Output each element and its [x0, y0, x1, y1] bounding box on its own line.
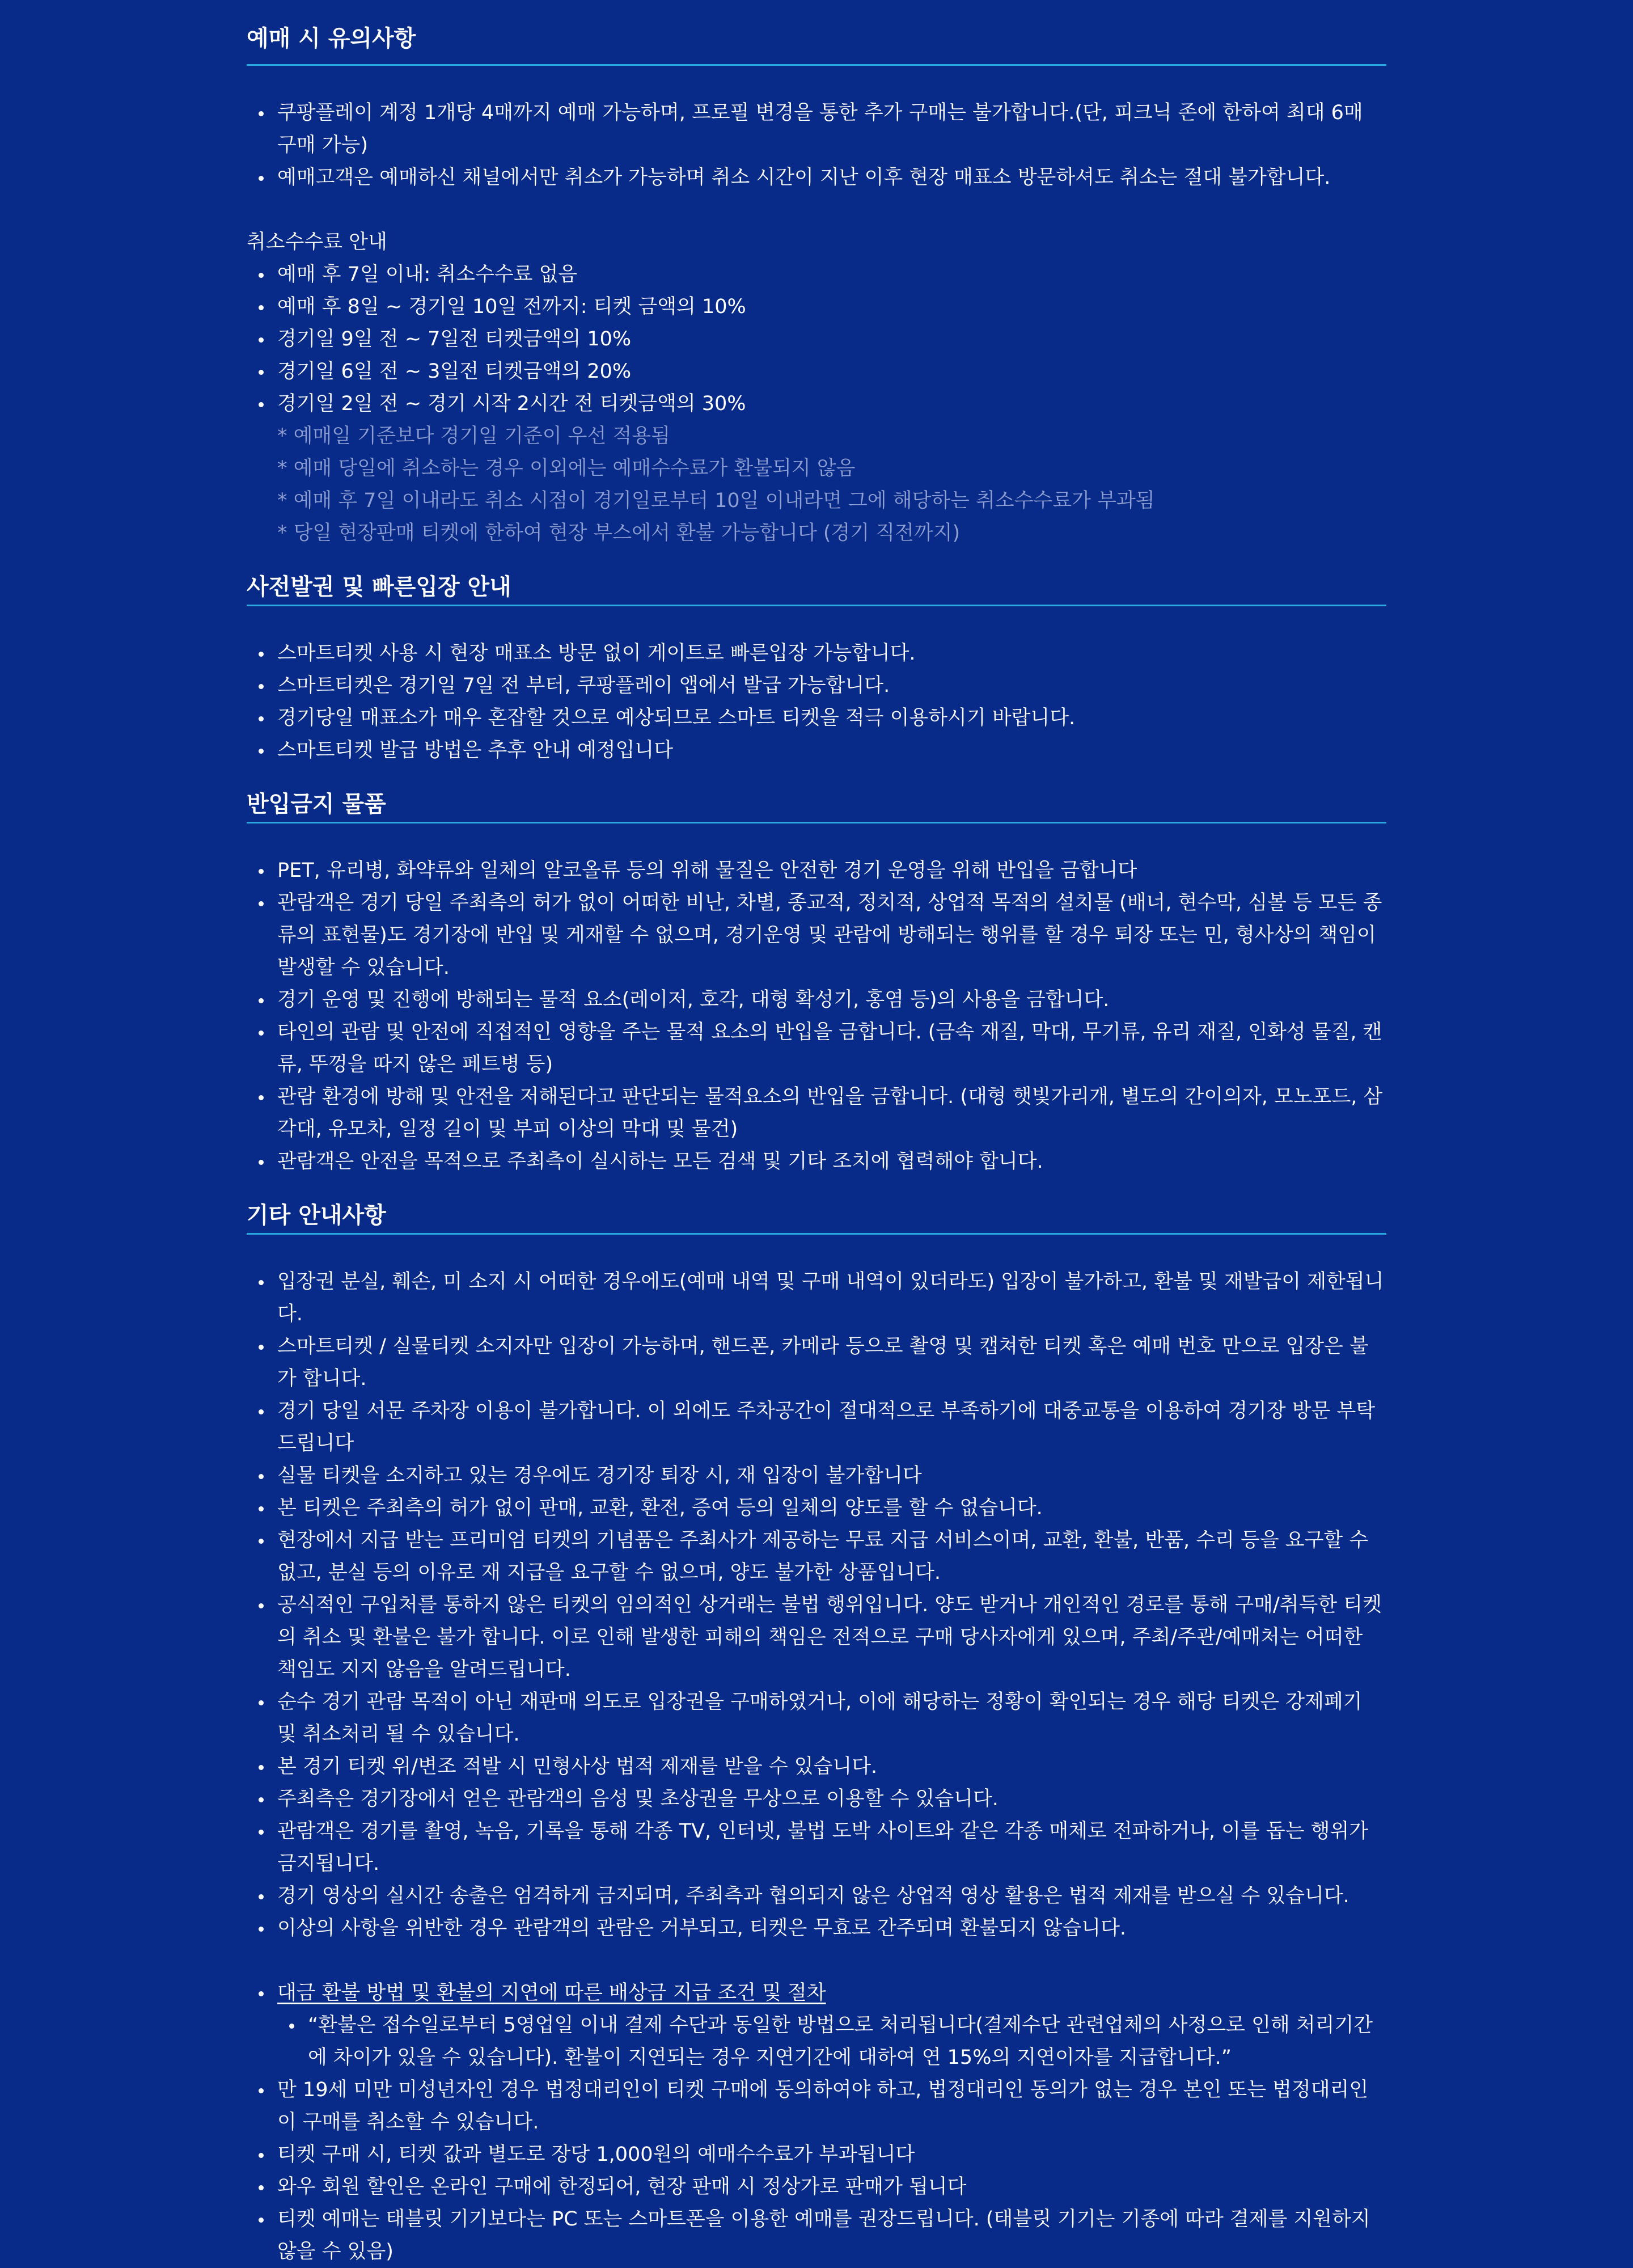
- list-item: PET, 유리병, 화약류와 일체의 알코올류 등의 위해 물질은 안전한 경기 운영을 위해 반입을 금합니다: [247, 855, 1386, 887]
- list-item: 순수 경기 관람 목적이 아닌 재판매 의도로 입장권을 구매하였거나, 이에 해당하는 정황이 확인되는 경우 해당 티켓은 강제폐기 및 취소처리 될 수 있습니다.: [247, 1686, 1386, 1751]
- fee-note: * 예매일 기준보다 경기일 기준이 우선 적용됨: [277, 425, 670, 447]
- refund-policy-link[interactable]: 대금 환불 방법 및 환불의 지연에 따른 배상금 지급 조건 및 절차: [277, 1982, 826, 2004]
- list-item: 스마트티켓 발급 방법은 추후 안내 예정입니다: [247, 734, 1386, 767]
- refund-quote: “환불은 접수일로부터 5영업일 이내 결제 수단과 동일한 방법으로 처리됩니다(결제수단 관련업체의 사정으로 인해 처리기간에 차이가 있을 수 있습니다). 환불이 지연되는 경우 지연기간에 대하여 연 15%의 지연이자를 지급합니다.”: [277, 2009, 1386, 2074]
- list-item: 경기당일 매표소가 매우 혼잡할 것으로 예상되므로 스마트 티켓을 적극 이용하시기 바랍니다.: [247, 702, 1386, 734]
- list-item: [247, 1977, 1386, 2074]
- list-item: 관람객은 경기를 촬영, 녹음, 기록을 통해 각종 TV, 인터넷, 불법 도박 사이트와 같은 각종 매체로 전파하거나, 이를 돕는 행위가 금지됩니다.: [247, 1815, 1386, 1880]
- cancel-fee-heading: 취소수수료 안내: [247, 231, 387, 254]
- list-item: 관람객은 경기 당일 주최측의 허가 없이 어떠한 비난, 차별, 종교적, 정치적, 상업적 목적의 설치물 (배너, 현수막, 심볼 등 모든 종류의 표현물)도 경기장에 반입 및 게재할 수 없으며, 경기운영 및 관람에 방해되는 행위를 할 경우 퇴장 또는 민, 형사상의 책임이 발생할 수 있습니다.: [247, 887, 1386, 984]
- section-title-prohibited: 반입금지 물품: [247, 767, 1386, 823]
- section-title-other: 기타 안내사항: [247, 1178, 1386, 1235]
- cancel-fee-list: [247, 259, 1386, 550]
- list-item: 관람 환경에 방해 및 안전을 저해된다고 판단되는 물적요소의 반입을 금합니다. (대형 햇빛가리개, 별도의 간이의자, 모노포드, 삼각대, 유모차, 일정 길이 및 부피 이상의 막대 및 물건): [247, 1081, 1386, 1146]
- list-item: 티켓 구매 시, 티켓 값과 별도로 장당 1,000원의 예매수수료가 부과됩니다: [247, 2139, 1386, 2171]
- fee-note: * 예매 후 7일 이내라도 취소 시점이 경기일로부터 10일 이내라면 그에 해당하는 취소수수료가 부과됨: [277, 489, 1155, 512]
- smart-ticket-list: [247, 637, 1386, 767]
- list-item: 티켓 예매는 태블릿 기기보다는 PC 또는 스마트폰을 이용한 예매를 권장드립니다. (태블릿 기기는 기종에 따라 결제를 지원하지 않을 수 있음): [247, 2203, 1386, 2268]
- list-item: 스마트티켓은 경기일 7일 전 부터, 쿠팡플레이 앱에서 발급 가능합니다.: [247, 670, 1386, 702]
- ticket-notice-content: [247, 0, 1386, 2268]
- section-title-booking: 예매 시 유의사항: [247, 0, 1386, 66]
- list-item: 이상의 사항을 위반한 경우 관람객의 관람은 거부되고, 티켓은 무효로 간주되며 환불되지 않습니다.: [247, 1912, 1386, 1945]
- list-item: 본 티켓은 주최측의 허가 없이 판매, 교환, 환전, 증여 등의 일체의 양도를 할 수 없습니다.: [247, 1492, 1386, 1524]
- list-item: 타인의 관람 및 안전에 직접적인 영향을 주는 물적 요소의 반입을 금합니다. (금속 재질, 막대, 무기류, 유리 재질, 인화성 물질, 캔류, 뚜껑을 따지 않은 페트병 등): [247, 1016, 1386, 1081]
- spacer: [247, 1945, 1386, 1977]
- list-item: 경기 당일 서문 주차장 이용이 불가합니다. 이 외에도 주차공간이 절대적으로 부족하기에 대중교통을 이용하여 경기장 방문 부탁드립니다: [247, 1395, 1386, 1460]
- list-item: 본 경기 티켓 위/변조 적발 시 민형사상 법적 제재를 받을 수 있습니다.: [247, 1751, 1386, 1783]
- list-item: 쿠팡플레이 계정 1개당 4매까지 예매 가능하며, 프로필 변경을 통한 추가 구매는 불가합니다.(단, 피크닉 존에 한하여 최대 6매 구매 가능): [247, 97, 1386, 162]
- list-item: 공식적인 구입처를 통하지 않은 티켓의 임의적인 상거래는 불법 행위입니다. 양도 받거나 개인적인 경로를 통해 구매/취득한 티켓의 취소 및 환불은 불가 합니다. 이로 인해 발생한 피해의 책임은 전적으로 구매 당사자에게 있으며, 주최/주관/예매처는 어떠한 책임도 지지 않음을 알려드립니다.: [247, 1589, 1386, 1686]
- section-title-smart-ticket: 사전발권 및 빠른입장 안내: [247, 550, 1386, 606]
- list-item: 관람객은 안전을 목적으로 주최측이 실시하는 모든 검색 및 기타 조치에 협력해야 합니다.: [247, 1146, 1386, 1178]
- list-item: 현장에서 지급 받는 프리미엄 티켓의 기념품은 주최사가 제공하는 무료 지급 서비스이며, 교환, 환불, 반품, 수리 등을 요구할 수 없고, 분실 등의 이유로 재 지급을 요구할 수 없으며, 양도 불가한 상품입니다.: [247, 1524, 1386, 1589]
- list-item: 경기 영상의 실시간 송출은 엄격하게 금지되며, 주최측과 협의되지 않은 상업적 영상 활용은 법적 제재를 받으실 수 있습니다.: [247, 1880, 1386, 1912]
- list-item: 실물 티켓을 소지하고 있는 경우에도 경기장 퇴장 시, 재 입장이 불가합니다: [247, 1460, 1386, 1492]
- list-item: 예매 후 8일 ~ 경기일 10일 전까지: 티켓 금액의 10%: [247, 291, 1386, 323]
- list-item: 주최측은 경기장에서 얻은 관람객의 음성 및 초상권을 무상으로 이용할 수 있습니다.: [247, 1783, 1386, 1815]
- list-item: 와우 회원 할인은 온라인 구매에 한정되어, 현장 판매 시 정상가로 판매가 됩니다: [247, 2171, 1386, 2203]
- fee-note: * 당일 현장판매 티켓에 한하여 현장 부스에서 환불 가능합니다 (경기 직전까지): [277, 522, 961, 544]
- refund-info-list: [247, 1977, 1386, 2268]
- list-item: 경기일 9일 전 ~ 7일전 티켓금액의 10%: [247, 323, 1386, 356]
- list-item: 경기 운영 및 진행에 방해되는 물적 요소(레이저, 호각, 대형 확성기, 홍염 등)의 사용을 금합니다.: [247, 984, 1386, 1016]
- list-item: 예매고객은 예매하신 채널에서만 취소가 가능하며 취소 시간이 지난 이후 현장 매표소 방문하셔도 취소는 절대 불가합니다.: [247, 162, 1386, 194]
- list-item: 경기일 6일 전 ~ 3일전 티켓금액의 20%: [247, 356, 1386, 388]
- list-item: 입장권 분실, 훼손, 미 소지 시 어떠한 경우에도(예매 내역 및 구매 내역이 있더라도) 입장이 불가하고, 환불 및 재발급이 제한됩니다.: [247, 1266, 1386, 1331]
- list-item: 경기일 2일 전 ~ 경기 시작 2시간 전 티켓금액의 30%: [247, 388, 1386, 420]
- fee-note: * 예매 당일에 취소하는 경우 이외에는 예매수수료가 환불되지 않음: [277, 457, 856, 480]
- other-notice-list: [247, 1266, 1386, 1945]
- prohibited-items-list: [247, 855, 1386, 1178]
- refund-quote-list: [277, 2009, 1386, 2074]
- list-item: 스마트티켓 사용 시 현장 매표소 방문 없이 게이트로 빠른입장 가능합니다.: [247, 637, 1386, 670]
- list-item: 만 19세 미만 미성년자인 경우 법정대리인이 티켓 구매에 동의하여야 하고, 법정대리인 동의가 없는 경우 본인 또는 법정대리인이 구매를 취소할 수 있습니다.: [247, 2074, 1386, 2139]
- list-item: 예매 후 7일 이내: 취소수수료 없음: [247, 259, 1386, 291]
- list-item: 스마트티켓 / 실물티켓 소지자만 입장이 가능하며, 핸드폰, 카메라 등으로 촬영 및 캡쳐한 티켓 혹은 예매 번호 만으로 입장은 불가 합니다.: [247, 1331, 1386, 1395]
- booking-notice-list: [247, 97, 1386, 194]
